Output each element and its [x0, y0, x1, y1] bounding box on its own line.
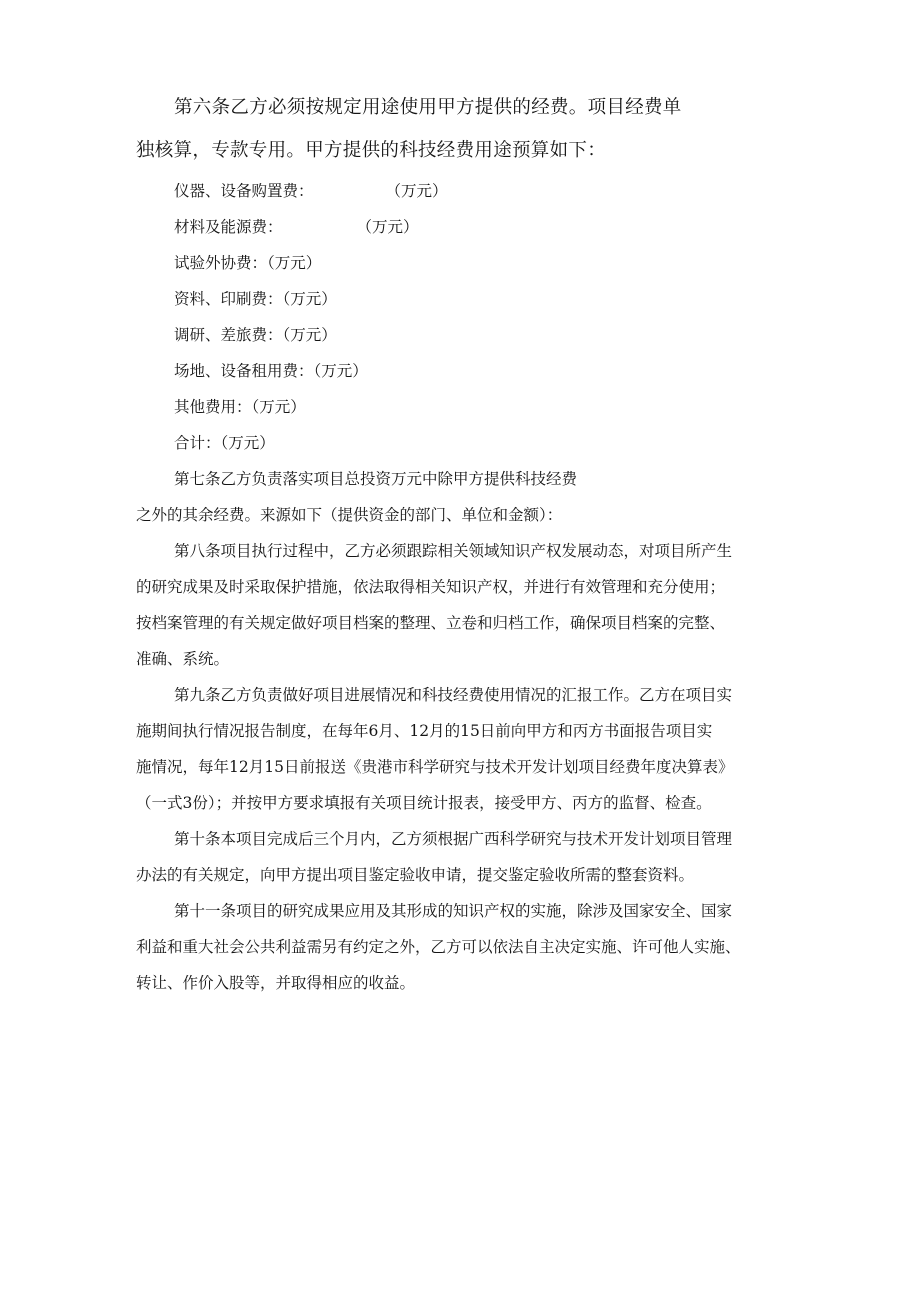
article6-line1: 第六条乙方必须按规定用途使用甲方提供的经费。项目经费单 — [174, 97, 682, 118]
article10-line1: 第十条本项目完成后三个月内，乙方须根据广西科学研究与技术开发计划项目管理 — [174, 830, 733, 848]
budget-label: 仪器、设备购置费： — [174, 182, 314, 200]
budget-label: 调研、差旅费： — [174, 326, 283, 344]
budget-item-rental — [174, 361, 368, 381]
article8-line2: 的研究成果及时采取保护措施，依法取得相关知识产权，并进行有效管理和充分使用； — [136, 578, 726, 596]
article9-line3: 施情况，每年12月15日前报送《贵港市科学研究与技术开发计划项目经费年度决算表》 — [136, 758, 734, 776]
article9-line1: 第九条乙方负责做好项目进展情况和科技经费使用情况的汇报工作。乙方在项目实 — [174, 686, 733, 704]
article8-line1: 第八条项目执行过程中，乙方必须跟踪相关领域知识产权发展动态，对项目所产生 — [174, 542, 733, 560]
article7-line1: 第七条乙方负责落实项目总投资万元中除甲方提供科技经费 — [174, 470, 578, 488]
article8-line4: 准确、系统。 — [136, 650, 230, 668]
budget-item-printing — [174, 289, 337, 309]
budget-label: 其他费用： — [174, 398, 252, 416]
budget-item-materials — [174, 217, 419, 237]
article7-line2: 之外的其余经费。来源如下（提供资金的部门、单位和金额）： — [136, 506, 563, 524]
budget-unit: （万元） — [282, 290, 337, 308]
article9-line2: 施期间执行情况报告制度，在每年6月、12月的15日前向甲方和丙方书面报告项目实 — [136, 722, 713, 740]
article10-line2: 办法的有关规定，向甲方提出项目鉴定验收申请，提交鉴定验收所需的整套资料。 — [136, 866, 695, 884]
budget-item-total — [174, 433, 275, 453]
budget-item-travel — [174, 325, 337, 345]
budget-label: 合计： — [174, 434, 221, 452]
article11-line3: 转让、作价入股等，并取得相应的收益。 — [136, 974, 416, 992]
article9-line4: （一式3份）；并按甲方要求填报有关项目统计报表，接受甲方、丙方的监督、检查。 — [136, 794, 712, 812]
article11-line2: 利益和重大社会公共利益需另有约定之外，乙方可以依法自主决定实施、许可他人实施、 — [136, 938, 741, 956]
budget-item-outsourcing — [174, 253, 321, 273]
budget-label: 资料、印刷费： — [174, 290, 283, 308]
budget-label: 试验外协费： — [174, 254, 268, 272]
budget-item-equipment — [174, 181, 448, 201]
budget-unit: （万元） — [313, 362, 368, 380]
budget-unit: （万元） — [220, 434, 275, 452]
budget-item-other — [174, 397, 306, 417]
budget-unit: （万元） — [356, 218, 419, 236]
budget-unit: （万元） — [267, 254, 322, 272]
budget-label: 场地、设备租用费： — [174, 362, 314, 380]
budget-unit: （万元） — [251, 398, 306, 416]
article11-line1: 第十一条项目的研究成果应用及其形成的知识产权的实施，除涉及国家安全、国家 — [174, 902, 733, 920]
article8-line3: 按档案管理的有关规定做好项目档案的整理、立卷和归档工作，确保项目档案的完整、 — [136, 614, 726, 632]
article6-line2: 独核算，专款专用。甲方提供的科技经费用途预算如下： — [136, 140, 607, 161]
budget-unit: （万元） — [282, 326, 337, 344]
budget-unit: （万元） — [385, 182, 448, 200]
budget-label: 材料及能源费： — [174, 218, 283, 236]
